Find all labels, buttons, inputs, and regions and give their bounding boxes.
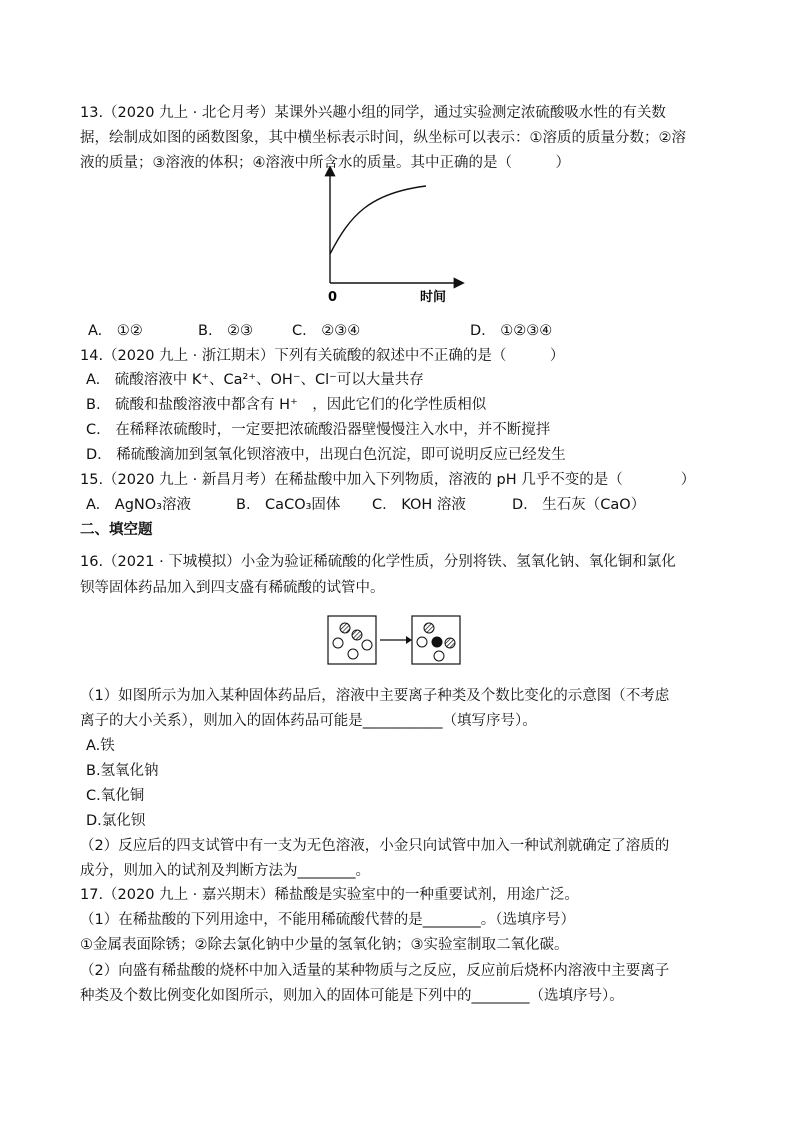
ion-solid bbox=[432, 637, 442, 647]
q13-option-d: D. ①②③④ bbox=[470, 323, 553, 339]
ion-open bbox=[417, 637, 427, 647]
q17-stem: 17.（2020 九上 · 嘉兴期末）稀盐酸是实验室中的一种重要试剂，用途广泛。 bbox=[80, 887, 579, 903]
q13-line-3: 液的质量；③溶液的体积；④溶液中所含水的质量。其中正确的是（ ） bbox=[80, 155, 570, 171]
q13-option-b: B. ②③ bbox=[198, 323, 254, 339]
q15-stem: 15.（2020 九上 · 新昌月考）在稀盐酸中加入下列物质，溶液的 pH 几乎不变的是（ ） bbox=[80, 472, 696, 488]
q15-option-a: A. AgNO₃溶液 bbox=[86, 497, 191, 513]
q16-part1-line-1: （1）如图所示为加入某种固体药品后，溶液中主要离子种类及个数比变化的示意图（不考虑 bbox=[80, 688, 670, 704]
q13-line-2: 据，绘制成如图的函数图象，其中横坐标表示时间，纵坐标可以表示：①溶质的质量分数；②溶 bbox=[80, 130, 686, 146]
q14-option-c: C. 在稀释浓硫酸时，一定要把浓硫酸沿器壁慢慢注入水中，并不断搅拌 bbox=[86, 422, 551, 438]
section-heading-fill-in: 二、填空题 bbox=[80, 522, 153, 538]
q13-option-c: C. ②③④ bbox=[292, 323, 361, 339]
q16-choice-a: A.铁 bbox=[86, 738, 115, 754]
graph-origin-label: 0 bbox=[328, 290, 338, 305]
q16-line-2: 钡等固体药品加入到四支盛有稀硫酸的试管中。 bbox=[80, 580, 385, 596]
ion-hatched bbox=[352, 630, 362, 640]
q16-choice-d: D.氯化钡 bbox=[86, 813, 146, 829]
q13-curve-graph bbox=[318, 160, 468, 306]
ion-open bbox=[434, 651, 444, 661]
q14-option-a: A. 硫酸溶液中 K⁺、Ca²⁺、OH⁻、Cl⁻可以大量共存 bbox=[86, 372, 424, 388]
ion-hatched bbox=[424, 623, 434, 633]
q16-ion-diagram bbox=[326, 614, 462, 668]
graph-x-label: 时间 bbox=[420, 290, 447, 305]
q16-part1-line-2: 离子的大小关系），则加入的固体药品可能是___________（填写序号）。 bbox=[80, 713, 537, 729]
q16-choice-b: B.氢氧化钠 bbox=[86, 763, 159, 779]
q14-option-b: B. 硫酸和盐酸溶液中都含有 H⁺ ，因此它们的化学性质相似 bbox=[86, 397, 487, 413]
q16-part2-line-1: （2）反应后的四支试管中有一支为无色溶液，小金只向试管中加入一种试剂就确定了溶质的 bbox=[80, 838, 670, 854]
q15-option-c: C. KOH 溶液 bbox=[372, 497, 466, 513]
ion-open bbox=[333, 638, 343, 648]
q14-stem: 14.（2020 九上 · 浙江期末）下列有关硫酸的叙述中不正确的是（ ） bbox=[80, 348, 565, 364]
q17-uses: ①金属表面除锈；②除去氯化钠中少量的氢氧化钠；③实验室制取二氧化碳。 bbox=[80, 937, 569, 953]
q16-choice-c: C.氧化铜 bbox=[86, 788, 145, 804]
graph-curve bbox=[330, 186, 426, 254]
q17-part2-line-2: 种类及个数比例变化如图所示，则加入的固体可能是下列中的________（选填序号）。 bbox=[80, 988, 624, 1004]
q14-option-d: D. 稀硫酸滴加到氢氧化钡溶液中，出现白色沉淀，即可说明反应已经发生 bbox=[86, 447, 566, 463]
q17-part1: （1）在稀盐酸的下列用途中，不能用稀硫酸代替的是________。（选填序号） bbox=[80, 912, 575, 928]
q13-line-1: 13.（2020 九上 · 北仑月考）某课外兴趣小组的同学，通过实验测定浓硫酸吸水性的有关数 bbox=[80, 105, 666, 121]
q15-option-d: D. 生石灰（CaO） bbox=[512, 497, 646, 513]
q16-line-1: 16.（2021 · 下城模拟）小金为验证稀硫酸的化学性质，分别将铁、氢氧化钠、氧化铜和氯化 bbox=[80, 554, 676, 570]
ion-open bbox=[362, 640, 372, 650]
q15-option-b: B. CaCO₃固体 bbox=[236, 497, 341, 513]
ion-hatched bbox=[445, 638, 455, 648]
q17-part2-line-1: （2）向盛有稀盐酸的烧杯中加入适量的某种物质与之反应，反应前后烧杯内溶液中主要离子 bbox=[80, 963, 670, 979]
q13-option-a: A. ①② bbox=[88, 323, 143, 339]
reaction-arrow-head bbox=[406, 636, 412, 644]
ion-hatched bbox=[340, 623, 350, 633]
q16-part2-line-2: 成分，则加入的试剂及判断方法为________。 bbox=[80, 863, 370, 879]
ion-open bbox=[348, 649, 358, 659]
